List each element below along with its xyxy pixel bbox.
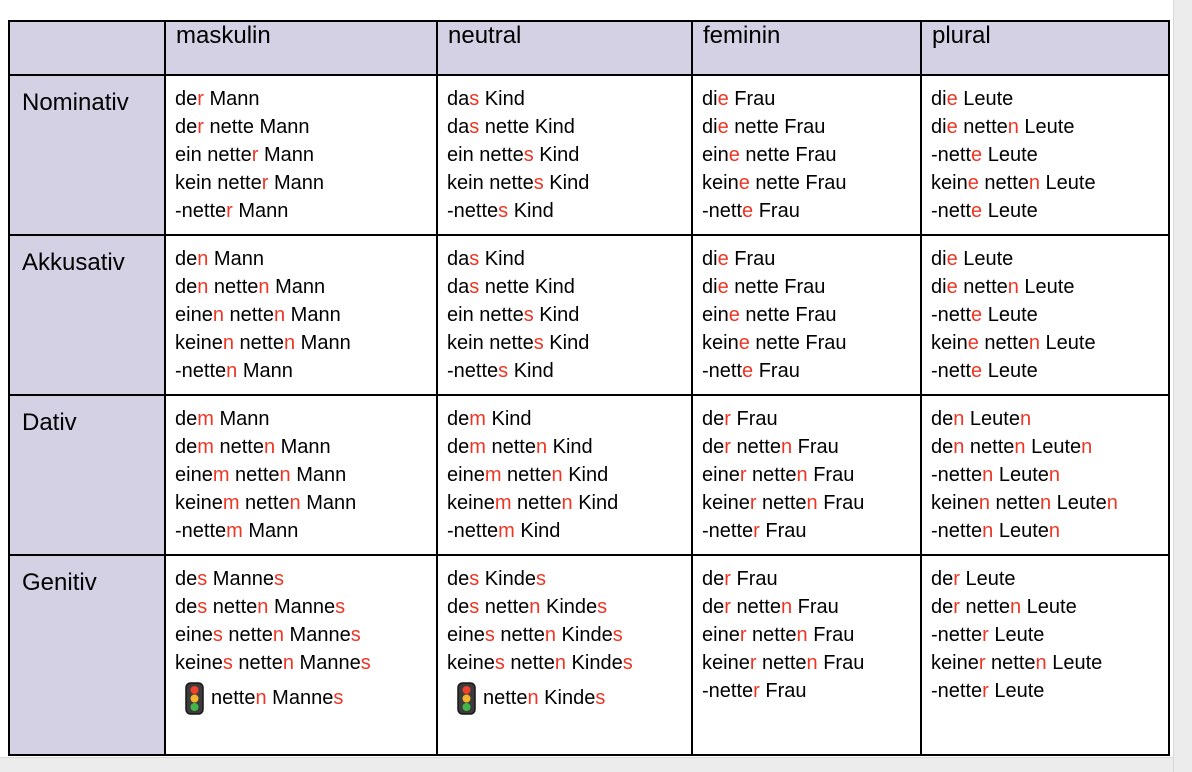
declension-line: -nette Frau	[702, 200, 800, 222]
declension-line: der Leute	[931, 568, 1016, 590]
window-edge-bottom	[0, 757, 1173, 772]
column-header-neutral: neutral	[437, 21, 692, 75]
declension-cell	[437, 555, 692, 755]
declension-line: ein nettes Kind	[447, 144, 580, 166]
declension-cell	[921, 235, 1169, 395]
declension-cell	[437, 395, 692, 555]
declension-cell	[692, 75, 921, 235]
declension-line: netten Kindes	[457, 680, 687, 716]
declension-line: keinen netten Mann	[175, 332, 351, 354]
table-header	[9, 21, 1169, 75]
declension-line: keine nette Frau	[702, 332, 847, 354]
declension-line: -nette Frau	[702, 360, 800, 382]
declension-line: kein nettes Kind	[447, 332, 590, 354]
declension-line: eines netten Mannes	[175, 624, 361, 646]
declension-line: -netter Mann	[175, 200, 289, 222]
declension-line: keiner netten Frau	[702, 492, 865, 514]
declension-line: -nette Leute	[931, 304, 1038, 326]
declension-line: -netter Frau	[702, 680, 807, 702]
declension-line: dem Kind	[447, 408, 532, 430]
declension-line: einen netten Mann	[175, 304, 341, 326]
declension-line: -nette Leute	[931, 200, 1038, 222]
declension-line: der netten Frau	[702, 436, 839, 458]
declension-line: -nettes Kind	[447, 360, 554, 382]
corner-cell	[9, 21, 165, 75]
declension-cell	[921, 555, 1169, 755]
declension-line: einer netten Frau	[702, 464, 855, 486]
declension-line: eines netten Kindes	[447, 624, 623, 646]
declension-line: der Frau	[702, 568, 778, 590]
declension-line: einem netten Kind	[447, 464, 609, 486]
declension-line: keine nette Frau	[702, 172, 847, 194]
case-label: Nominativ	[9, 75, 165, 235]
declension-line: der netten Frau	[702, 596, 839, 618]
declension-cell	[921, 75, 1169, 235]
declension-line: keines netten Kindes	[447, 652, 633, 674]
declension-line: des Kindes	[447, 568, 546, 590]
declension-line: die Leute	[931, 88, 1014, 110]
header-row	[9, 21, 1169, 75]
declension-line: den netten Mann	[175, 276, 326, 298]
declension-line: den Mann	[175, 248, 264, 270]
declension-line: die Frau	[702, 88, 776, 110]
case-label: Genitiv	[9, 555, 165, 755]
declension-line: des netten Mannes	[175, 596, 346, 618]
declension-cell	[692, 395, 921, 555]
declension-line: -netten Mann	[175, 360, 293, 382]
declension-line: die Frau	[702, 248, 776, 270]
traffic-light-icon	[185, 682, 204, 715]
declension-line: -netter Frau	[702, 520, 807, 542]
case-label: Dativ	[9, 395, 165, 555]
declension-line: den netten Leuten	[931, 436, 1093, 458]
declension-line: der Mann	[175, 88, 260, 110]
declension-line: der netten Leute	[931, 596, 1077, 618]
window-edge-right	[1173, 0, 1192, 772]
table-row-akkusativ	[9, 235, 1169, 395]
declension-line: keine netten Leute	[931, 172, 1096, 194]
declension-line: einer netten Frau	[702, 624, 855, 646]
declension-line: -netten Leuten	[931, 464, 1061, 486]
declension-line: das nette Kind	[447, 276, 575, 298]
traffic-light-icon	[457, 682, 476, 715]
declension-cell	[437, 75, 692, 235]
declension-line: des netten Kindes	[447, 596, 608, 618]
column-header-maskulin: maskulin	[165, 21, 437, 75]
declension-line: einem netten Mann	[175, 464, 347, 486]
declension-line: die netten Leute	[931, 276, 1075, 298]
declension-line: netten Mannes	[185, 680, 432, 716]
column-header-plural: plural	[921, 21, 1169, 75]
declension-line: keines netten Mannes	[175, 652, 371, 674]
declension-cell	[437, 235, 692, 395]
declension-line: die nette Frau	[702, 116, 826, 138]
declension-line: das nette Kind	[447, 116, 575, 138]
declension-line: -nettem Kind	[447, 520, 561, 542]
declension-line: keiner netten Leute	[931, 652, 1103, 674]
declension-line: eine nette Frau	[702, 304, 837, 326]
declension-line: keine netten Leute	[931, 332, 1096, 354]
declension-cell	[692, 235, 921, 395]
declension-line: die nette Frau	[702, 276, 826, 298]
declension-line: des Mannes	[175, 568, 284, 590]
declension-line: -nettem Mann	[175, 520, 299, 542]
table-body	[9, 75, 1169, 755]
declension-line: dem netten Mann	[175, 436, 331, 458]
table-row-nominativ	[9, 75, 1169, 235]
declension-line: keinen netten Leuten	[931, 492, 1118, 514]
declension-line: -netter Leute	[931, 680, 1045, 702]
declension-line: -nettes Kind	[447, 200, 554, 222]
declension-cell	[165, 235, 437, 395]
case-label: Akkusativ	[9, 235, 165, 395]
declension-line: -netter Leute	[931, 624, 1045, 646]
table-row-dativ	[9, 395, 1169, 555]
declension-line: kein netter Mann	[175, 172, 324, 194]
declension-line: keinem netten Kind	[447, 492, 619, 514]
column-header-feminin: feminin	[692, 21, 921, 75]
declension-line: dem Mann	[175, 408, 270, 430]
declension-line: dem netten Kind	[447, 436, 593, 458]
declension-table	[8, 20, 1170, 756]
declension-line: ein nettes Kind	[447, 304, 580, 326]
declension-cell	[165, 395, 437, 555]
declension-line: -netten Leuten	[931, 520, 1061, 542]
declension-line: -nette Leute	[931, 144, 1038, 166]
declension-line: eine nette Frau	[702, 144, 837, 166]
declension-line: ein netter Mann	[175, 144, 314, 166]
declension-cell	[165, 75, 437, 235]
declension-line: -nette Leute	[931, 360, 1038, 382]
declension-line: das Kind	[447, 248, 525, 270]
declension-line: die netten Leute	[931, 116, 1075, 138]
declension-line: das Kind	[447, 88, 525, 110]
declension-line: der nette Mann	[175, 116, 310, 138]
declension-cell	[921, 395, 1169, 555]
declension-line: keiner netten Frau	[702, 652, 865, 674]
declension-line: der Frau	[702, 408, 778, 430]
declension-line: keinem netten Mann	[175, 492, 357, 514]
declension-cell	[165, 555, 437, 755]
declension-line: kein nettes Kind	[447, 172, 590, 194]
table-row-genitiv	[9, 555, 1169, 755]
declension-cell	[692, 555, 921, 755]
declension-line: den Leuten	[931, 408, 1032, 430]
declension-line: die Leute	[931, 248, 1014, 270]
